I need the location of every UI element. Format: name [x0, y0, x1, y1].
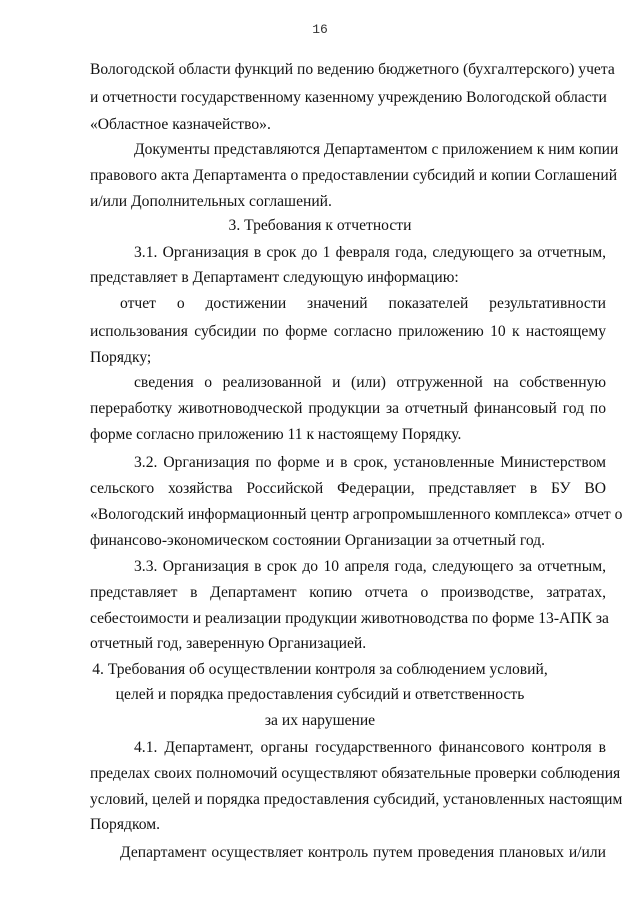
- text-line: «Вологодский информационный центр агропромышленного комплекса» отчет о: [90, 506, 623, 523]
- text-line: Порядком.: [90, 816, 161, 833]
- text-line: сельского хозяйства Российской Федерации, представляет в БУ ВО: [90, 480, 606, 497]
- text-line: представляет в Департамент копию отчета о производстве, затратах,: [90, 584, 606, 601]
- text-line: и отчетности государственному казенному учреждению Вологодской области: [90, 89, 607, 106]
- text-line: Документы представляются Департаментом с приложением к ним копии: [134, 141, 619, 158]
- text-line: представляет в Департамент следующую информацию:: [90, 269, 459, 286]
- text-line: 4.1. Департамент, органы государственного финансового контроля в: [134, 739, 606, 756]
- text-line: Вологодской области функций по ведению бюджетного (бухгалтерского) учета: [90, 61, 615, 78]
- text-line: правового акта Департамента о предоставлении субсидий и копии Соглашений: [90, 167, 618, 184]
- text-line: условий, целей и порядка предоставления субсидий, установленных настоящим: [90, 791, 623, 808]
- text-line: 3.1. Организация в срок до 1 февраля года, следующего за отчетным,: [134, 244, 606, 261]
- section-heading: за их нарушение: [264, 712, 376, 729]
- text-line: финансово-экономическом состоянии Организации за отчетный год.: [90, 532, 546, 549]
- text-line: пределах своих полномочий осуществляют обязательные проверки соблюдения: [90, 765, 621, 782]
- section-heading: 4. Требования об осуществлении контроля за соблюдением условий,: [92, 661, 548, 678]
- text-line: отчет о достижении значений показателей результативности: [120, 295, 606, 312]
- text-line: 3.3. Организация в срок до 10 апреля года, следующего за отчетным,: [134, 558, 606, 575]
- text-line: использования субсидии по форме согласно приложению 10 к настоящему: [90, 323, 606, 340]
- section-heading: 3. Требования к отчетности: [228, 217, 412, 234]
- text-line: 3.2. Организация по форме и в срок, установленные Министерством: [134, 454, 606, 471]
- page-number: 16: [312, 22, 328, 37]
- section-heading: целей и порядка предоставления субсидий и ответственность: [115, 686, 525, 703]
- text-line: сведения о реализованной и (или) отгруженной на собственную: [134, 374, 606, 391]
- text-line: «Областное казначейство».: [90, 116, 271, 133]
- text-line: отчетный год, заверенную Организацией.: [90, 635, 367, 652]
- text-line: Порядку;: [90, 349, 152, 366]
- text-line: себестоимости и реализации продукции животноводства по форме 13-АПК за: [90, 610, 609, 627]
- text-line: форме согласно приложению 11 к настоящему Порядку.: [90, 426, 462, 443]
- text-line: переработку животноводческой продукции за отчетный финансовый год по: [90, 400, 606, 417]
- text-line: и/или Дополнительных соглашений.: [90, 193, 332, 210]
- text-line: Департамент осуществляет контроль путем проведения плановых и/или: [120, 844, 606, 861]
